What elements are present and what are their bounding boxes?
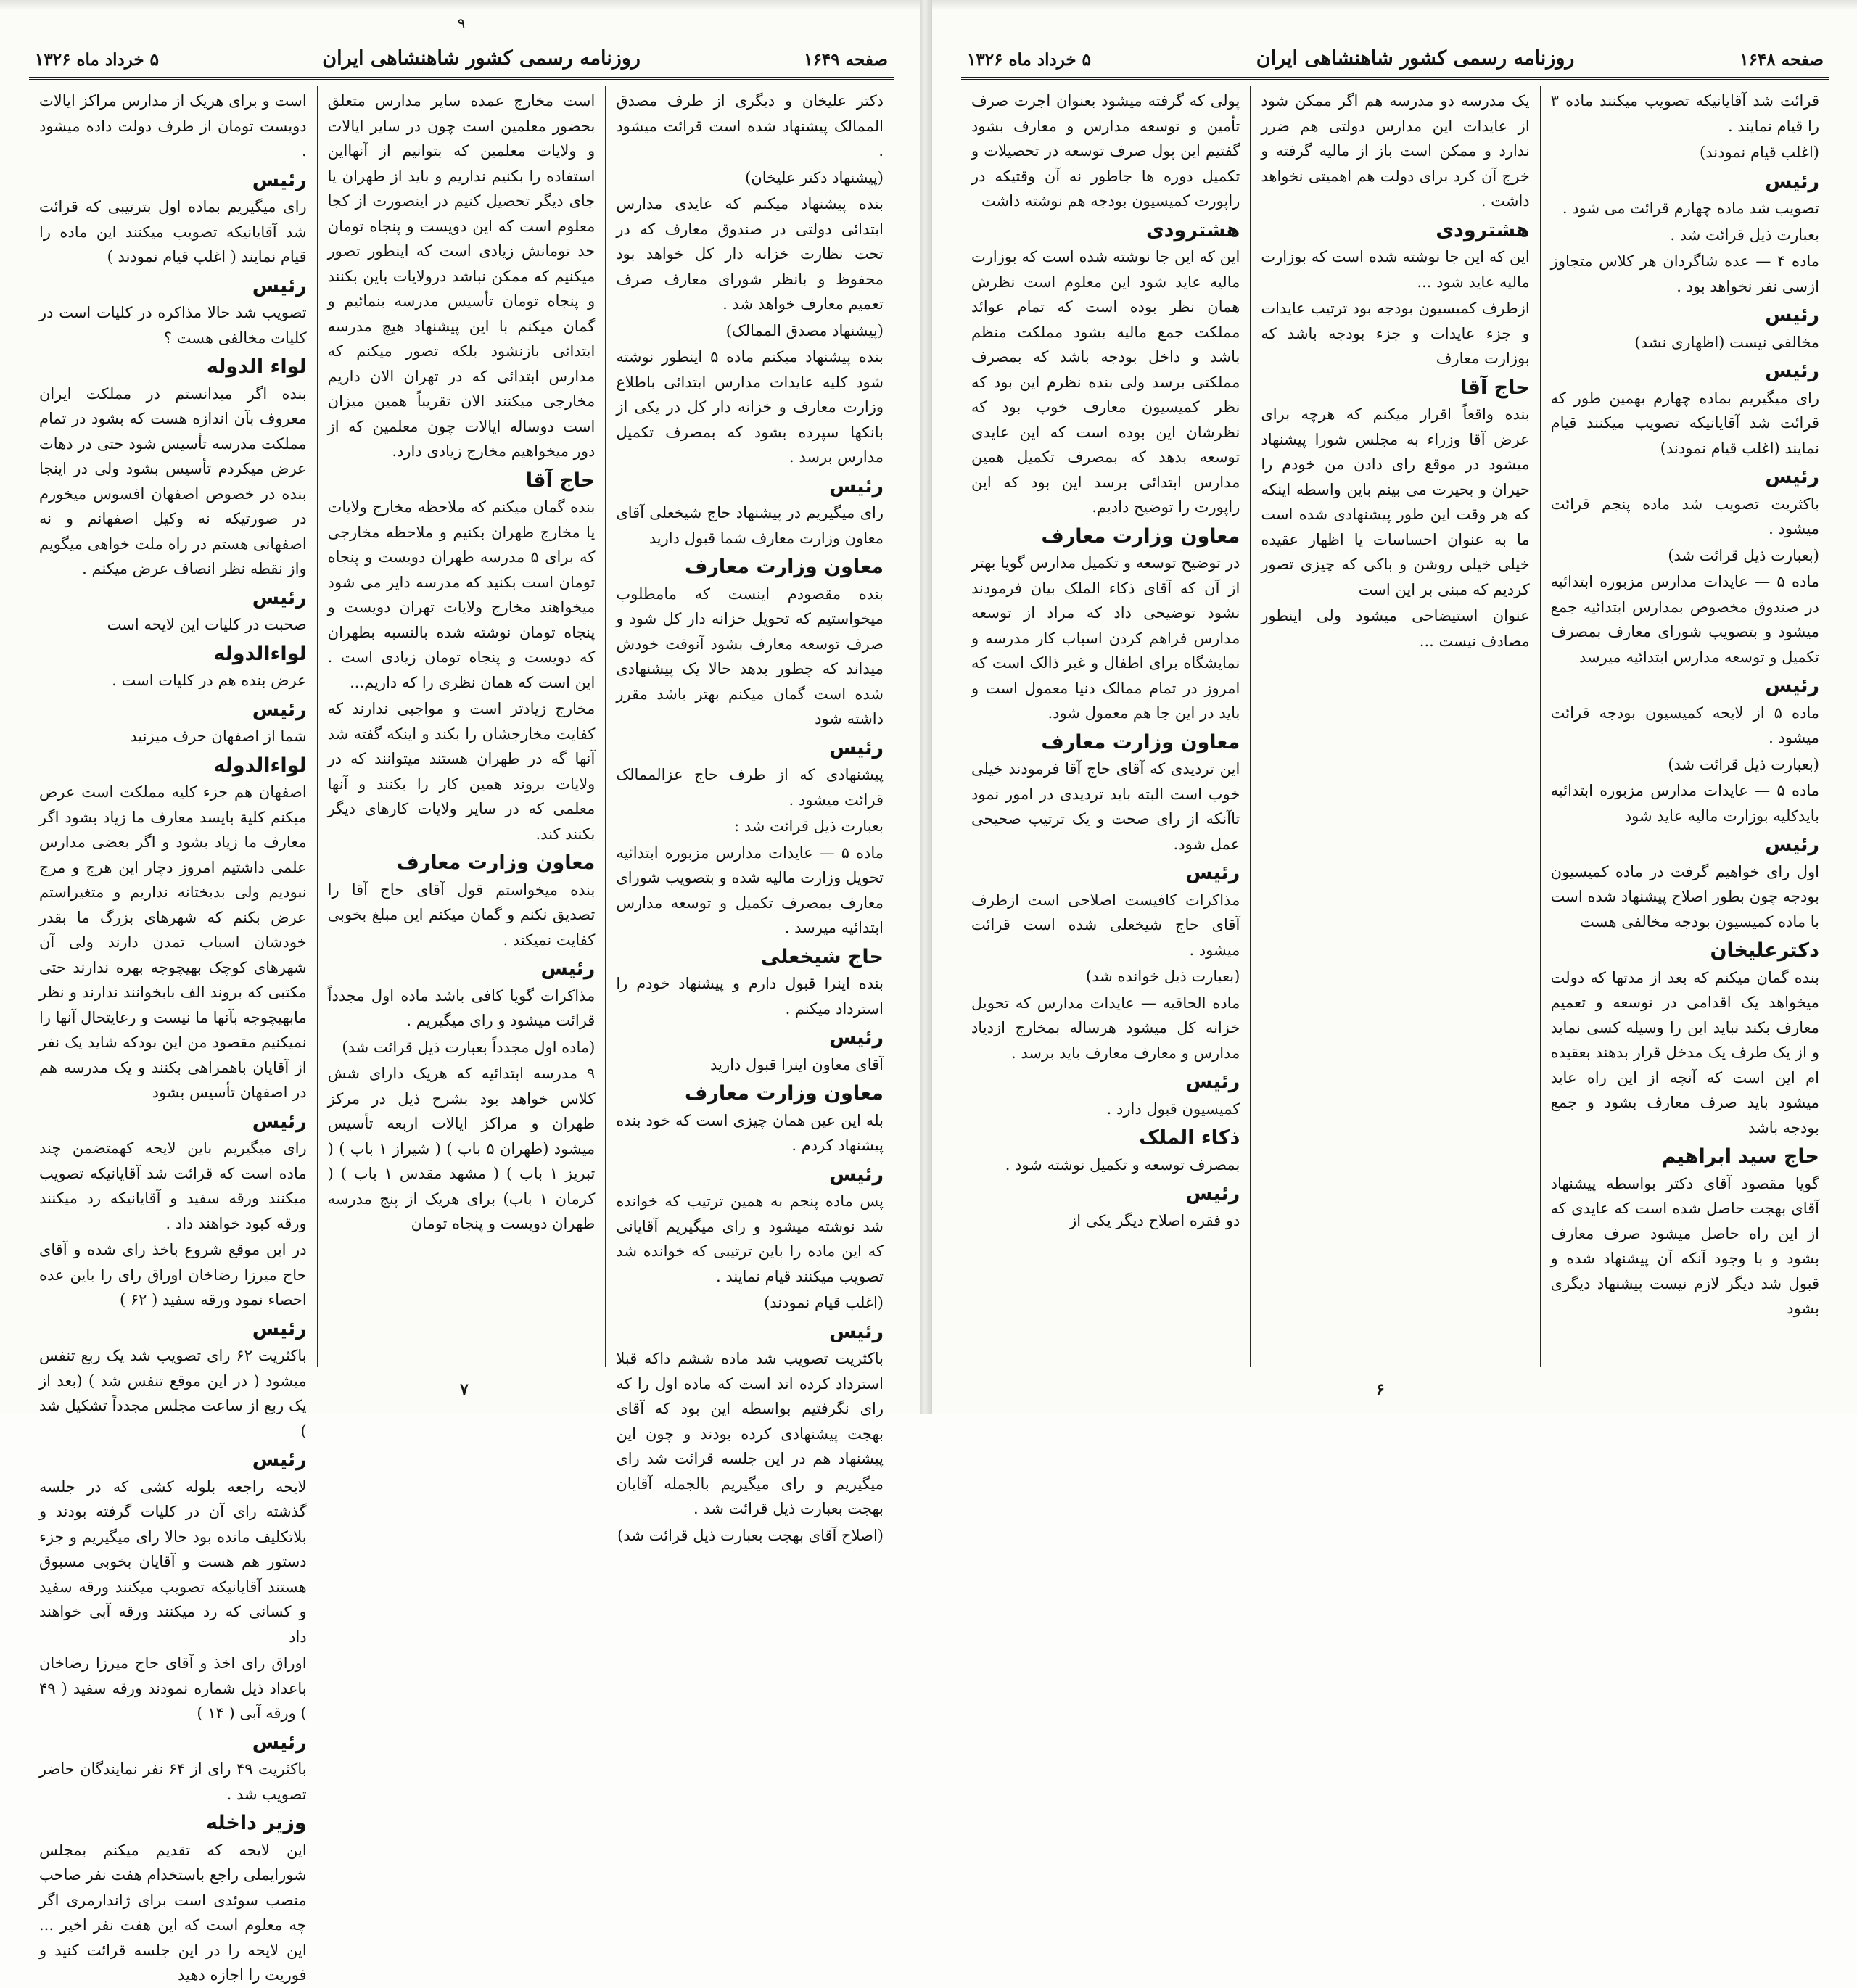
- transcript-paragraph: باکثریت ۴۹ رای از ۶۴ نفر نمایندگان حاضر تصویب شد .: [38, 1760, 307, 1803]
- transcript-paragraph: بنده پیشنهاد میکنم که عایدی مدارس ابتدائی دولتی در صندوق معارف که در تحت نظارت خزانه دار کل خواهد بود محفوظ و بانظر شورای معارف صرف تعمیم معارف خواهد شد .: [616, 195, 884, 313]
- transcript-paragraph: مذاکرات کافیست اصلاحی است ازطرف آقای حاج شیخعلی شده است قرائت میشود .: [971, 891, 1240, 959]
- transcript-paragraph: بنده پیشنهاد میکنم ماده ۵ اینطور نوشته شود کلیه عایدات مدارس ابتدائی باطلاع وزارت معارف و خزانه دار کل در یکی از بانکها سپرده بشود که بمصرف تکمیل مدارس برسد .: [616, 348, 884, 466]
- transcript-paragraph: در توضیح توسعه و تکمیل مدارس گویا بهتر از آن که آقای ذکاء الملک بیان فرمودند نشود توضیحی داد که مراد از توسعه مدارس فراهم کردن اسباب کار مدرسه و نمایشگاه برای اطفال و غیر ذالک است که امروز در تمام ممالک دنیا معمول است و باید در این جا هم معمول شود.: [971, 554, 1240, 722]
- left-column-right: [606, 86, 894, 1544]
- speaker-name: معاون وزارت معارف: [1041, 524, 1240, 548]
- transcript-paragraph: رای میگیریم بماده چهارم بهمین طور که قرائت شد آقایانیکه تصویب میکنند قیام نمایند (اغلب قیام نمودند): [1550, 389, 1819, 457]
- book-gutter: [920, 0, 932, 1414]
- speaker-name: رئیس: [1765, 304, 1819, 326]
- transcript-paragraph: تصویب شد حالا مذاکره در کلیات است در کلیات مخالفی هست ؟: [38, 304, 307, 347]
- speaker-name: لواءالدوله: [213, 642, 307, 665]
- transcript-paragraph: (اصلاح آقای بهجت بعبارت ذیل قرائت شد): [617, 1526, 884, 1544]
- speaker-name: رئیس: [1765, 360, 1819, 382]
- transcript-paragraph: مذاکرات گویا کافی باشد ماده اول مجدداً قرائت میشود و رای میگیریم .: [327, 986, 596, 1029]
- transcript-paragraph: بنده مقصودم اینست که مامطلوب میخواستیم که تحویل خزانه دار کل شود و صرف توسعه معارف بشود آنوقت خودش میداند که چطور بدهد حالا یک پیشنهادی شده است گمان میکنم بهتر باشد مقرر داشته شود: [616, 585, 884, 727]
- transcript-paragraph: ماده ۵ — عایدات مدارس مزبوره ابتدائیه تحویل وزارت مالیه شده و بتصویب شورای معارف بمصرف تکمیل و توسعه مدارس ابتدائیه میرسد .: [616, 844, 884, 936]
- page-edge-shadow: [0, 0, 920, 10]
- transcript-paragraph: بنده میخواستم قول آقای حاج آقا را تصدیق نکنم و گمان میکنم این مبلغ بخوبی کفایت نمیکند .: [327, 880, 596, 949]
- speaker-name: حاج سید ابراهیم: [1661, 1145, 1819, 1168]
- header-ornament: ۹: [457, 15, 466, 32]
- speaker-name: رئیس: [1185, 1071, 1240, 1093]
- transcript-paragraph: پولی که گرفته میشود بعنوان اجرت صرف تأمین و توسعه مدارس و معارف بشود گفتیم این پول صرف توسعه در تحصیلات و تکمیل دوره ها جاطور نه آن وقتیکه در راپورت کمیسیون بودجه هم نوشته داشت: [971, 92, 1240, 210]
- transcript-paragraph: اوراق رای اخذ و آقای حاج میرزا رضاخان باعداد ذیل شماره نمودند ورقه سفید ( ۴۹ ) ورقه آبی ( ۱۴ ): [38, 1654, 307, 1722]
- right-column-left: [961, 86, 1251, 1367]
- transcript-paragraph: بعبارت ذیل قرائت شد :: [733, 817, 884, 835]
- speaker-name: ذکاء الملک: [1139, 1126, 1240, 1149]
- speaker-name: رئیس: [252, 1110, 307, 1133]
- speaker-name: لواءالدوله: [213, 754, 307, 777]
- speaker-name: هشترودی: [1436, 218, 1530, 242]
- speaker-name: رئیس: [252, 1317, 307, 1340]
- header-page-label: صفحه ۱۶۴۹: [804, 50, 888, 70]
- speaker-name: رئیس: [829, 1026, 884, 1049]
- left-column-middle: [318, 86, 606, 1367]
- transcript-paragraph: مخالفی نیست (اظهاری نشد): [1634, 333, 1819, 351]
- transcript-paragraph: ازطرف کمیسیون بودجه بود ترتیب عایدات و جزء عایدات و جزء بودجه باشد که بوزارت معارف: [1261, 300, 1530, 367]
- transcript-paragraph: بنده گمان میکنم که ملاحظه مخارج ولایات یا مخارج طهران بکنیم و ملاحظه مخارجی که برای ۵ مدرسه طهران دویست و پنجاه تومان است بکنید که مدرسه دایر می شود میخواهند مخارج ولایات تهران دویست و پنجاه تومان نوشته شده بالنسبه بطهران که دویست و پنجاه تومان زیادی است . این است که همان نظری را که داریم...: [327, 498, 596, 691]
- header-date: ۵ خرداد ماه ۱۳۲۶: [35, 50, 159, 70]
- speaker-name: رئیس: [252, 168, 307, 191]
- left-page: [0, 0, 920, 1984]
- speaker-name: معاون وزارت معارف: [396, 851, 596, 874]
- transcript-paragraph: (پیشنهاد دکتر علیخان): [745, 168, 884, 186]
- transcript-paragraph: شما از اصفهان حرف میزنید: [130, 727, 307, 745]
- speaker-name: حاج شیخعلی: [760, 945, 884, 968]
- transcript-paragraph: مخارج زیادتر است و مواجبی ندارند که کفایت مخارجشان را بکند و اینکه گفته شد آنها گه در طهران هستند میتوانند که در ولایات بروند همین کار را بکنند و آنها معلمی که در سایر ولایات کارهای دیگر بکنند کند.: [327, 700, 596, 843]
- speaker-name: رئیس: [1185, 1182, 1240, 1205]
- transcript-paragraph: صحبت در کلیات این لایحه است: [107, 616, 307, 633]
- speaker-name: رئیس: [829, 1163, 884, 1186]
- speaker-name: رئیس: [540, 957, 596, 980]
- transcript-paragraph: (بعبارت ذیل قرائت شد): [1668, 546, 1819, 564]
- transcript-paragraph: است و برای هریک از مدارس مراکز ایالات دویست تومان از طرف دولت داده میشود .: [38, 92, 307, 160]
- speaker-name: رئیس: [829, 736, 884, 759]
- transcript-paragraph: یک مدرسه دو مدرسه هم اگر ممکن شود از عایدات این مدارس دولتی هم ضرر ندارد و ممکن است باز از مالیه گرفته و خرج آن کرد برای دولت هم اهمیتی نخواهد داشت .: [1261, 92, 1530, 210]
- speaker-name: حاج آقا: [525, 469, 596, 492]
- transcript-paragraph: (اغلب قیام نمودند): [1700, 144, 1819, 161]
- page-edge-shadow: [932, 0, 1857, 10]
- transcript-paragraph: در این موقع شروع باخذ رای شده و آقای حاج میرزا رضاخان اوراق رای را باین عده احصاء نمود ورقه سفید ( ۶۲ ): [38, 1241, 307, 1308]
- transcript-paragraph: ماده ۴ — عده شاگردان هر کلاس متجاوز ازسی نفر نخواهد بود .: [1550, 252, 1819, 295]
- header-title: روزنامه رسمی کشور شاهنشاهی ایران: [1256, 47, 1575, 70]
- transcript-paragraph: عنوان استیضاحی میشود ولی اینطور مصادف نیست ...: [1261, 607, 1530, 650]
- transcript-paragraph: دکتر علیخان و دیگری از طرف مصدق الممالک پیشنهاد شده است قرائت میشود .: [616, 92, 884, 160]
- transcript-paragraph: بنده واقعاً اقرار میکنم که هرچه برای عرض آقا وزراء به مجلس شورا پیشنهاد میشود در موقع رای دادن من خودم را حیران و بحیرت می بینم باین واسطه اینکه که هر وقت این طور پیشنهادی شده است ما به عنوان احساسات یا اظهار عقیده خیلی خیلی روشن و باکی که چیزی تصور کردیم که مبنی بر این است: [1261, 405, 1530, 598]
- transcript-paragraph: دو فقره اصلاح دیگر یکی از: [1069, 1211, 1240, 1229]
- left-column-left: [29, 86, 318, 1984]
- transcript-paragraph: این تردیدی که آقای حاج آقا فرمودند خیلی خوب است البته باید تردیدی در امور نمود تاآنکه از رای صحت و یک ترتیب صحیحی عمل شود.: [971, 760, 1240, 853]
- speaker-name: لواء الدوله: [206, 355, 307, 378]
- transcript-paragraph: این که این جا نوشته شده است که بوزارت مالیه عاید شود این معلوم است نظرش همان نظر بوده است که تمام عوائد مملکت جمع مالیه بشود مملکت منظم باشد و داخل بودجه باشد که بمصرف مملکتی برسد ولی بنده نظرم این بود که نظر کمیسیون معارف خوب بود که نظرشان این بوده است که این عایدی توسعه بدهد که بمصرف تکمیل همین مدارس ابتدائی برسد این بود که این راپورت را توضیح دادیم.: [971, 248, 1240, 516]
- speaker-name: دکترعلیخان: [1710, 939, 1819, 962]
- transcript-paragraph: آقای معاون اینرا قبول دارید: [710, 1055, 884, 1073]
- header-date: ۵ خرداد ماه ۱۳۲۶: [967, 50, 1091, 70]
- transcript-paragraph: این که این جا نوشته شده است که بوزارت مالیه عاید شود ...: [1261, 248, 1530, 291]
- transcript-paragraph: ماده ۵ از لایحه کمیسیون بودجه قرائت میشود .: [1550, 704, 1819, 746]
- speaker-name: رئیس: [252, 586, 307, 609]
- transcript-paragraph: لایحه راجعه بلوله کشی که در جلسه گذشته رای آن در کلیات گرفته بودند و بلاتکلیف مانده بود حالا رای میگیریم و جزء دستور هم هست و آقایان بخوبی مسبوق هستند آقایانیکه تصویب میکنند ورقه سفید و کسانی که رد میکنند ورقه آبی خواهند داد: [38, 1477, 307, 1646]
- transcript-paragraph: باکثریت تصویب شد ماده ششم داکه قبلا استرداد کرده اند است که ماده اول را که رای نگرفتیم بواسطه این بود که آقای بهجت پیشنهادی کرده بودند و چون این پیشنهاد هم در این جلسه قرائت شد رای میگیریم و رای میگیریم بالجمله آقایان بهجت بعبارت ذیل قرائت شد .: [616, 1350, 884, 1517]
- speaker-name: هشترودی: [1145, 218, 1240, 242]
- transcript-paragraph: ماده ۵ — عایدات مدارس مزبوره ابتدائیه در صندوق مخصوص بمدارس ابتدائیه جمع میشود و بتصویب شورای معارف بمصرف تکمیل و توسعه مدارس ابتدائیه میرسد: [1550, 573, 1819, 666]
- speaker-name: رئیس: [1765, 833, 1819, 856]
- right-column-middle: [1251, 86, 1540, 1367]
- speaker-name: معاون وزارت معارف: [685, 556, 884, 578]
- transcript-paragraph: بنده اگر میدانستم در مملکت ایران معروف بآن اندازه هست که بشود در تمام مملکت مدرسه تأسیس شود حتی در دهات عرض میکردم تأسیس بشود ولی در اینجا بنده در خصوص اصفهان افسوس میخورم در صورتیکه نه وکیل اصفهانم و نه اصفهانی هستم در راه ملت خواهی میگویم واز نقطه نظر انصاف عرض میکنم .: [38, 384, 307, 577]
- transcript-paragraph: تصویب شد ماده چهارم قرائت می شود .: [1562, 199, 1819, 217]
- transcript-paragraph: عرض بنده هم در کلیات است .: [112, 672, 307, 689]
- transcript-paragraph: باکثریت ۶۲ رای تصویب شد یک ربع تنفس میشود ( در این موقع تنفس شد ) (بعد از یک ربع از ساعت مجلس مجدداً تشکیل شد ): [38, 1347, 307, 1440]
- left-page-header: [29, 15, 894, 80]
- speaker-name: رئیس: [252, 698, 307, 721]
- transcript-paragraph: ۹ مدرسه ابتدائیه که هریک دارای شش کلاس خواهد بود بشرح ذیل در مرکز طهران و مراکز ایالات اربعه تأسیس میشود (طهران ۵ باب ) ( شیراز ۱ باب ) ( تبریز ۱ باب ) ( مشهد مقدس ۱ باب ) ( کرمان ۱ باب) برای هریک از پنج مدرسه طهران دویست و پنجاه تومان: [327, 1065, 596, 1232]
- transcript-paragraph: قرائت شد آقایانیکه تصویب میکنند ماده ۳ را قیام نمایند .: [1550, 92, 1819, 135]
- speaker-name: معاون وزارت معارف: [685, 1082, 884, 1105]
- speaker-name: وزیر داخله: [206, 1812, 307, 1834]
- transcript-paragraph: پس ماده پنجم به همین ترتیب که خوانده شد نوشته میشود و رای میگیریم آقایانی که این ماده را باین ترتیبی که خوانده شد تصویب میکنند قیام نمایند .: [616, 1192, 884, 1285]
- speaker-name: رئیس: [252, 1448, 307, 1471]
- transcript-paragraph: بله این عین همان چیزی است که خود بنده پیشنهاد کردم .: [616, 1111, 884, 1154]
- right-page: [932, 0, 1857, 1414]
- transcript-paragraph: ماده ۵ — عایدات مدارس مزبوره ابتدائیه بایدکلیه بوزارت مالیه عاید شود: [1550, 782, 1819, 825]
- transcript-paragraph: بمصرف توسعه و تکمیل نوشته شود .: [1005, 1155, 1240, 1174]
- transcript-paragraph: پیشنهادی که از طرف حاج عزالممالک قرائت میشود .: [616, 766, 884, 809]
- transcript-paragraph: است مخارج عمده سایر مدارس متعلق بحضور معلمین است چون در سایر ایالات و ولایات معلمین که بتوانیم از آنهااین استفاده را بکنیم نداریم و باید از طهران یا جای دیگر تحصیل کنیم در اینصورت از کجا معلوم است که این دویست و پنجاه تومان حد تومانش زیادی است که اینطور تصور میکنیم که ممکن نباشد درولایات باین بکنند و پنجاه تومان تأسیس مدرسه بنمائیم و گمان میکنم با این پیشنهاد هیچ مدرسه ابتدائی بازنشود بلکه تصور میکنم که مدارس ابتدائی که در تهران الان داریم مخارجی میکنند الان تقریباً همین میزان است دوساله ایالات چون معلمین که از دور میخواهیم مخارج زیادی دارد.: [327, 92, 596, 460]
- speaker-name: رئیس: [829, 474, 884, 498]
- transcript-paragraph: اول رای خواهیم گرفت در ماده کمیسیون بودجه چون بطور اصلاح پیشنهاد شده است با ماده کمیسیون بودجه مخالفی هست: [1550, 862, 1819, 931]
- transcript-paragraph: رای میگیریم باین لایحه کهمتضمن چند ماده است که قرائت شد آقایانیکه تصویب میکنند ورقه سفید و آقایانیکه رد میکنند ورقه کبود خواهند داد .: [38, 1139, 307, 1232]
- speaker-name: معاون وزارت معارف: [1041, 730, 1240, 754]
- transcript-paragraph: بنده گمان میکنم که بعد از مدتها که دولت میخواهد یک اقدامی در توسعه و تعمیم معارف بکند نباید این را وسیله کسی نماید و از یک طرف یک مدخل قرار بدهند بعقیده ام این است که آنچه از این راه عاید میشود باید صرف معارف بشود و جمع بودجه باشد: [1550, 968, 1819, 1137]
- header-title: روزنامه رسمی کشور شاهنشاهی ایران: [322, 47, 641, 70]
- right-page-columns: [961, 86, 1829, 1367]
- speaker-name: رئیس: [1765, 466, 1819, 488]
- header-page-label: صفحه ۱۶۴۸: [1739, 50, 1824, 70]
- transcript-paragraph: (بعبارت ذیل قرائت شد): [1668, 755, 1819, 773]
- transcript-paragraph: بنده اینرا قبول دارم و پیشنهاد خودم را استرداد میکنم .: [616, 975, 884, 1018]
- transcript-paragraph: بعبارت ذیل قرائت شد .: [1670, 226, 1819, 244]
- transcript-paragraph: (بعبارت ذیل خوانده شد): [1086, 968, 1240, 985]
- transcript-paragraph: کمیسیون قبول دارد .: [1106, 1100, 1240, 1118]
- transcript-paragraph: (اغلب قیام نمودند): [764, 1294, 884, 1311]
- right-column-right: [1541, 86, 1829, 1367]
- speaker-name: رئیس: [252, 274, 307, 297]
- left-page-columns: [29, 86, 894, 1984]
- right-page-header: [961, 15, 1829, 80]
- speaker-name: رئیس: [1765, 170, 1819, 193]
- speaker-name: رئیس: [1185, 862, 1240, 884]
- transcript-paragraph: (ماده اول مجدداً بعبارت ذیل قرائت شد): [342, 1038, 596, 1056]
- speaker-name: رئیس: [252, 1731, 307, 1754]
- transcript-paragraph: رای میگیریم در پیشنهاد حاج شیخعلی آقای معاون وزارت معارف شما قبول دارید: [616, 504, 884, 547]
- transcript-paragraph: ماده الحاقیه — عایدات مدارس که تحویل خزانه کل میشود هرساله بمخارج ازدیاد مدارس و معارف معارف باید برسد .: [971, 994, 1240, 1062]
- page-number: ۶: [1376, 1380, 1385, 1399]
- transcript-paragraph: اصفهان هم جزء کلیه مملکت است عرض میکنم کلیة بایسد معارف ما زیاد بشود اگر معارف ما زیاد بشود و اگر بعضی مدارس علمی داشتیم امروز دچار این هرج و مرج نبودیم ولی بدبختانه نداریم و متغیراستم عرض بکنم که شهرهای بزرگ ما بقدر خودشان اسباب تمدن دارند ولی آن شهرهای کوچک بهیچوجه بهره ندارند حتی مکتبی که بروند الف بابخوانند ندارند و نظر مابهیچوجه بآنها ما نیست و رعایتحال آنها را نمیکنیم مقصود من این بودکه شاید یک نفر از آقایان باهمراهی بکنند و یک مدرسه هم در اصفهان تأسیس بشود: [38, 783, 307, 1101]
- transcript-paragraph: (پیشنهاد مصدق الممالک): [725, 321, 884, 339]
- transcript-paragraph: رای میگیریم بماده اول بترتیبی که قرائت شد آقایانیکه تصویب میکنند این ماده را قیام نمایند ( اغلب قیام نمودند ): [38, 198, 307, 265]
- speaker-name: رئیس: [829, 1320, 884, 1343]
- speaker-name: حاج آقا: [1460, 376, 1530, 399]
- transcript-paragraph: گویا مقصود آقای دکتر بواسطه پیشنهاد آقای بهجت حاصل شده است که عایدی که از این راه حاصل میشود صرف معارف بشود و با وجود آنکه آن پیشنهاد شده و قبول شد دیگر لازم نیست پیشنهاد دیگری بشود: [1550, 1174, 1819, 1317]
- page-number: ۷: [460, 1380, 469, 1399]
- transcript-paragraph: باکثریت تصویب شد ماده پنجم قرائت میشود .: [1550, 495, 1819, 537]
- transcript-paragraph: این لایحه که تقدیم میکنم بمجلس شورایملی راجع باستخدام هفت نفر صاحب منصب سوئدی است برای ژاندارمری اگر چه معلوم است که این هفت نفر اخیر ... این لایحه را در این جلسه قرائت کنید و فوریت را اجازه دهید: [38, 1841, 307, 1984]
- speaker-name: رئیس: [1765, 675, 1819, 697]
